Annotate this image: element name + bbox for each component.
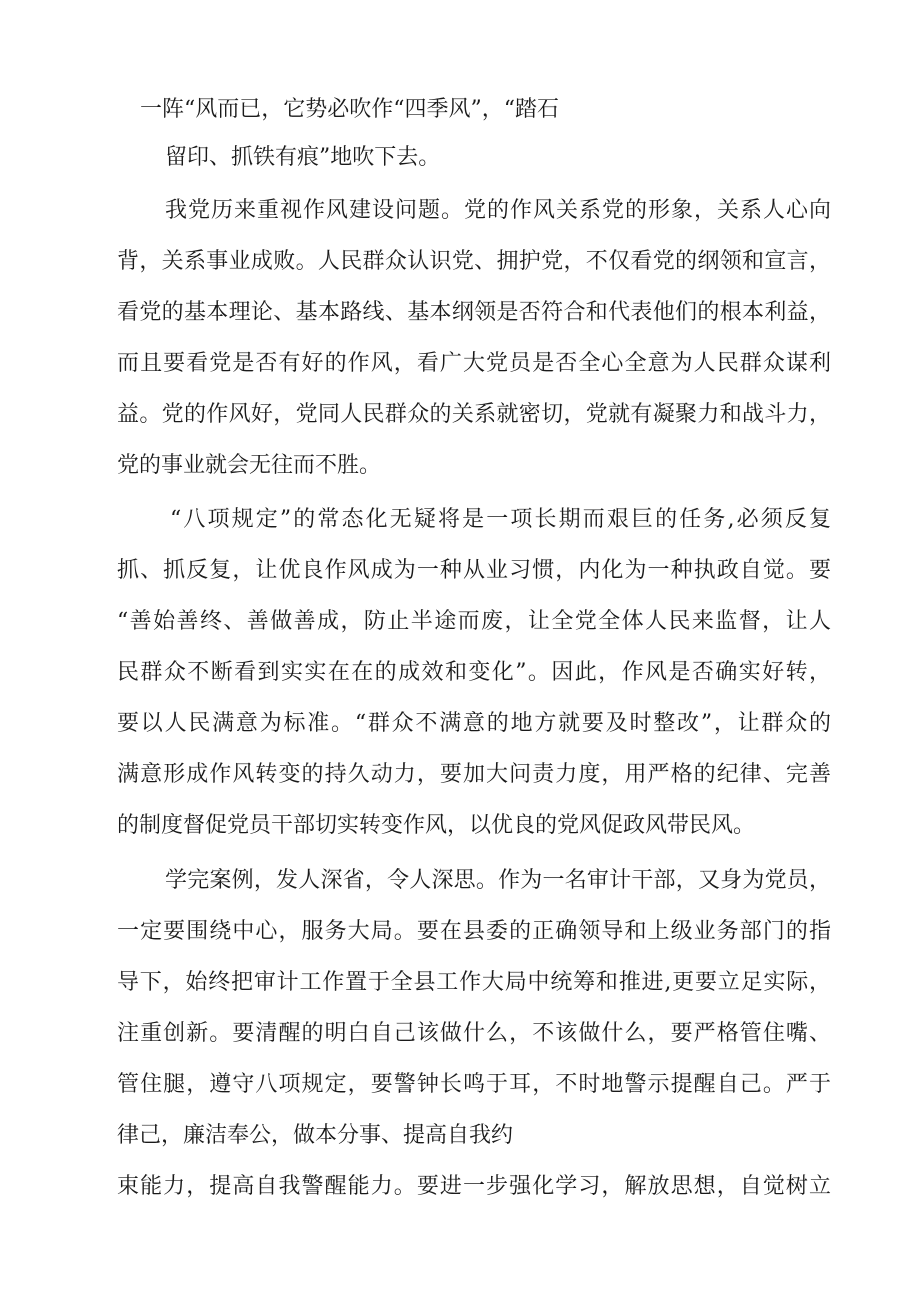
- text-line: “善始善终、善做善成，防止半途而废，让全党全体人民来监督，让人: [117, 609, 831, 634]
- text-line: 束能力，提高自我警醒能力。要进一步强化学习，解放思想，自觉树立: [117, 1174, 831, 1199]
- text-line: 要以人民满意为标准。“群众不满意的地方就要及时整改”，让群众的: [117, 711, 831, 736]
- text-line: 抓、抓反复，让优良作风成为一种从业习惯，内化为一种执政自觉。要: [117, 558, 831, 583]
- text-line: 益。党的作风好，党同人民群众的关系就密切，党就有凝聚力和战斗力，: [117, 402, 831, 427]
- text-line: 满意形成作风转变的持久动力，要加大问责力度，用严格的纪律、完善: [117, 762, 831, 787]
- text-line: 我党历来重视作风建设问题。党的作风关系党的形象，关系人心向: [165, 198, 831, 223]
- text-line: 民群众不断看到实实在在的成效和变化”。因此，作风是否确实好转，: [117, 660, 831, 685]
- text-line: 留印、抓铁有痕”地吹下去。: [165, 145, 441, 170]
- text-line: 而且要看党是否有好的作风，看广大党员是否全心全意为人民群众谋利: [117, 351, 831, 376]
- text-line: 学完案例，发人深省，令人深思。作为一名审计干部，又身为党员，: [165, 868, 831, 893]
- text-line: “八项规定”的常态化无疑将是一项长期而艰巨的任务,必须反复: [170, 507, 831, 532]
- text-line: 的制度督促党员干部切实转变作风，以优良的党风促政风带民风。: [117, 813, 756, 838]
- text-line: 管住腿，遵守八项规定，要警钟长鸣于耳，不时地警示提醒自己。严于: [117, 1072, 831, 1097]
- text-line: 背，关系事业成败。人民群众认识党、拥护党，不仅看党的纲领和宣言，: [117, 249, 831, 274]
- text-line: 注重创新。要清醒的明白自己该做什么，不该做什么，要严格管住嘴、: [117, 1021, 831, 1046]
- text-line: 一定要围绕中心，服务大局。要在县委的正确领导和上级业务部门的指: [117, 919, 831, 944]
- text-line: 一阵“风而已，它势必吹作“四季风”，“踏石: [140, 97, 559, 122]
- text-line: 看党的基本理论、基本路线、基本纲领是否符合和代表他们的根本利益，: [117, 300, 831, 325]
- text-line: 导下，始终把审计工作置于全县工作大局中统筹和推进,更要立足实际，: [117, 970, 831, 995]
- text-line: 党的事业就会无往而不胜。: [117, 453, 382, 478]
- text-line: 律己，廉洁奉公，做本分事、提高自我约: [117, 1123, 514, 1148]
